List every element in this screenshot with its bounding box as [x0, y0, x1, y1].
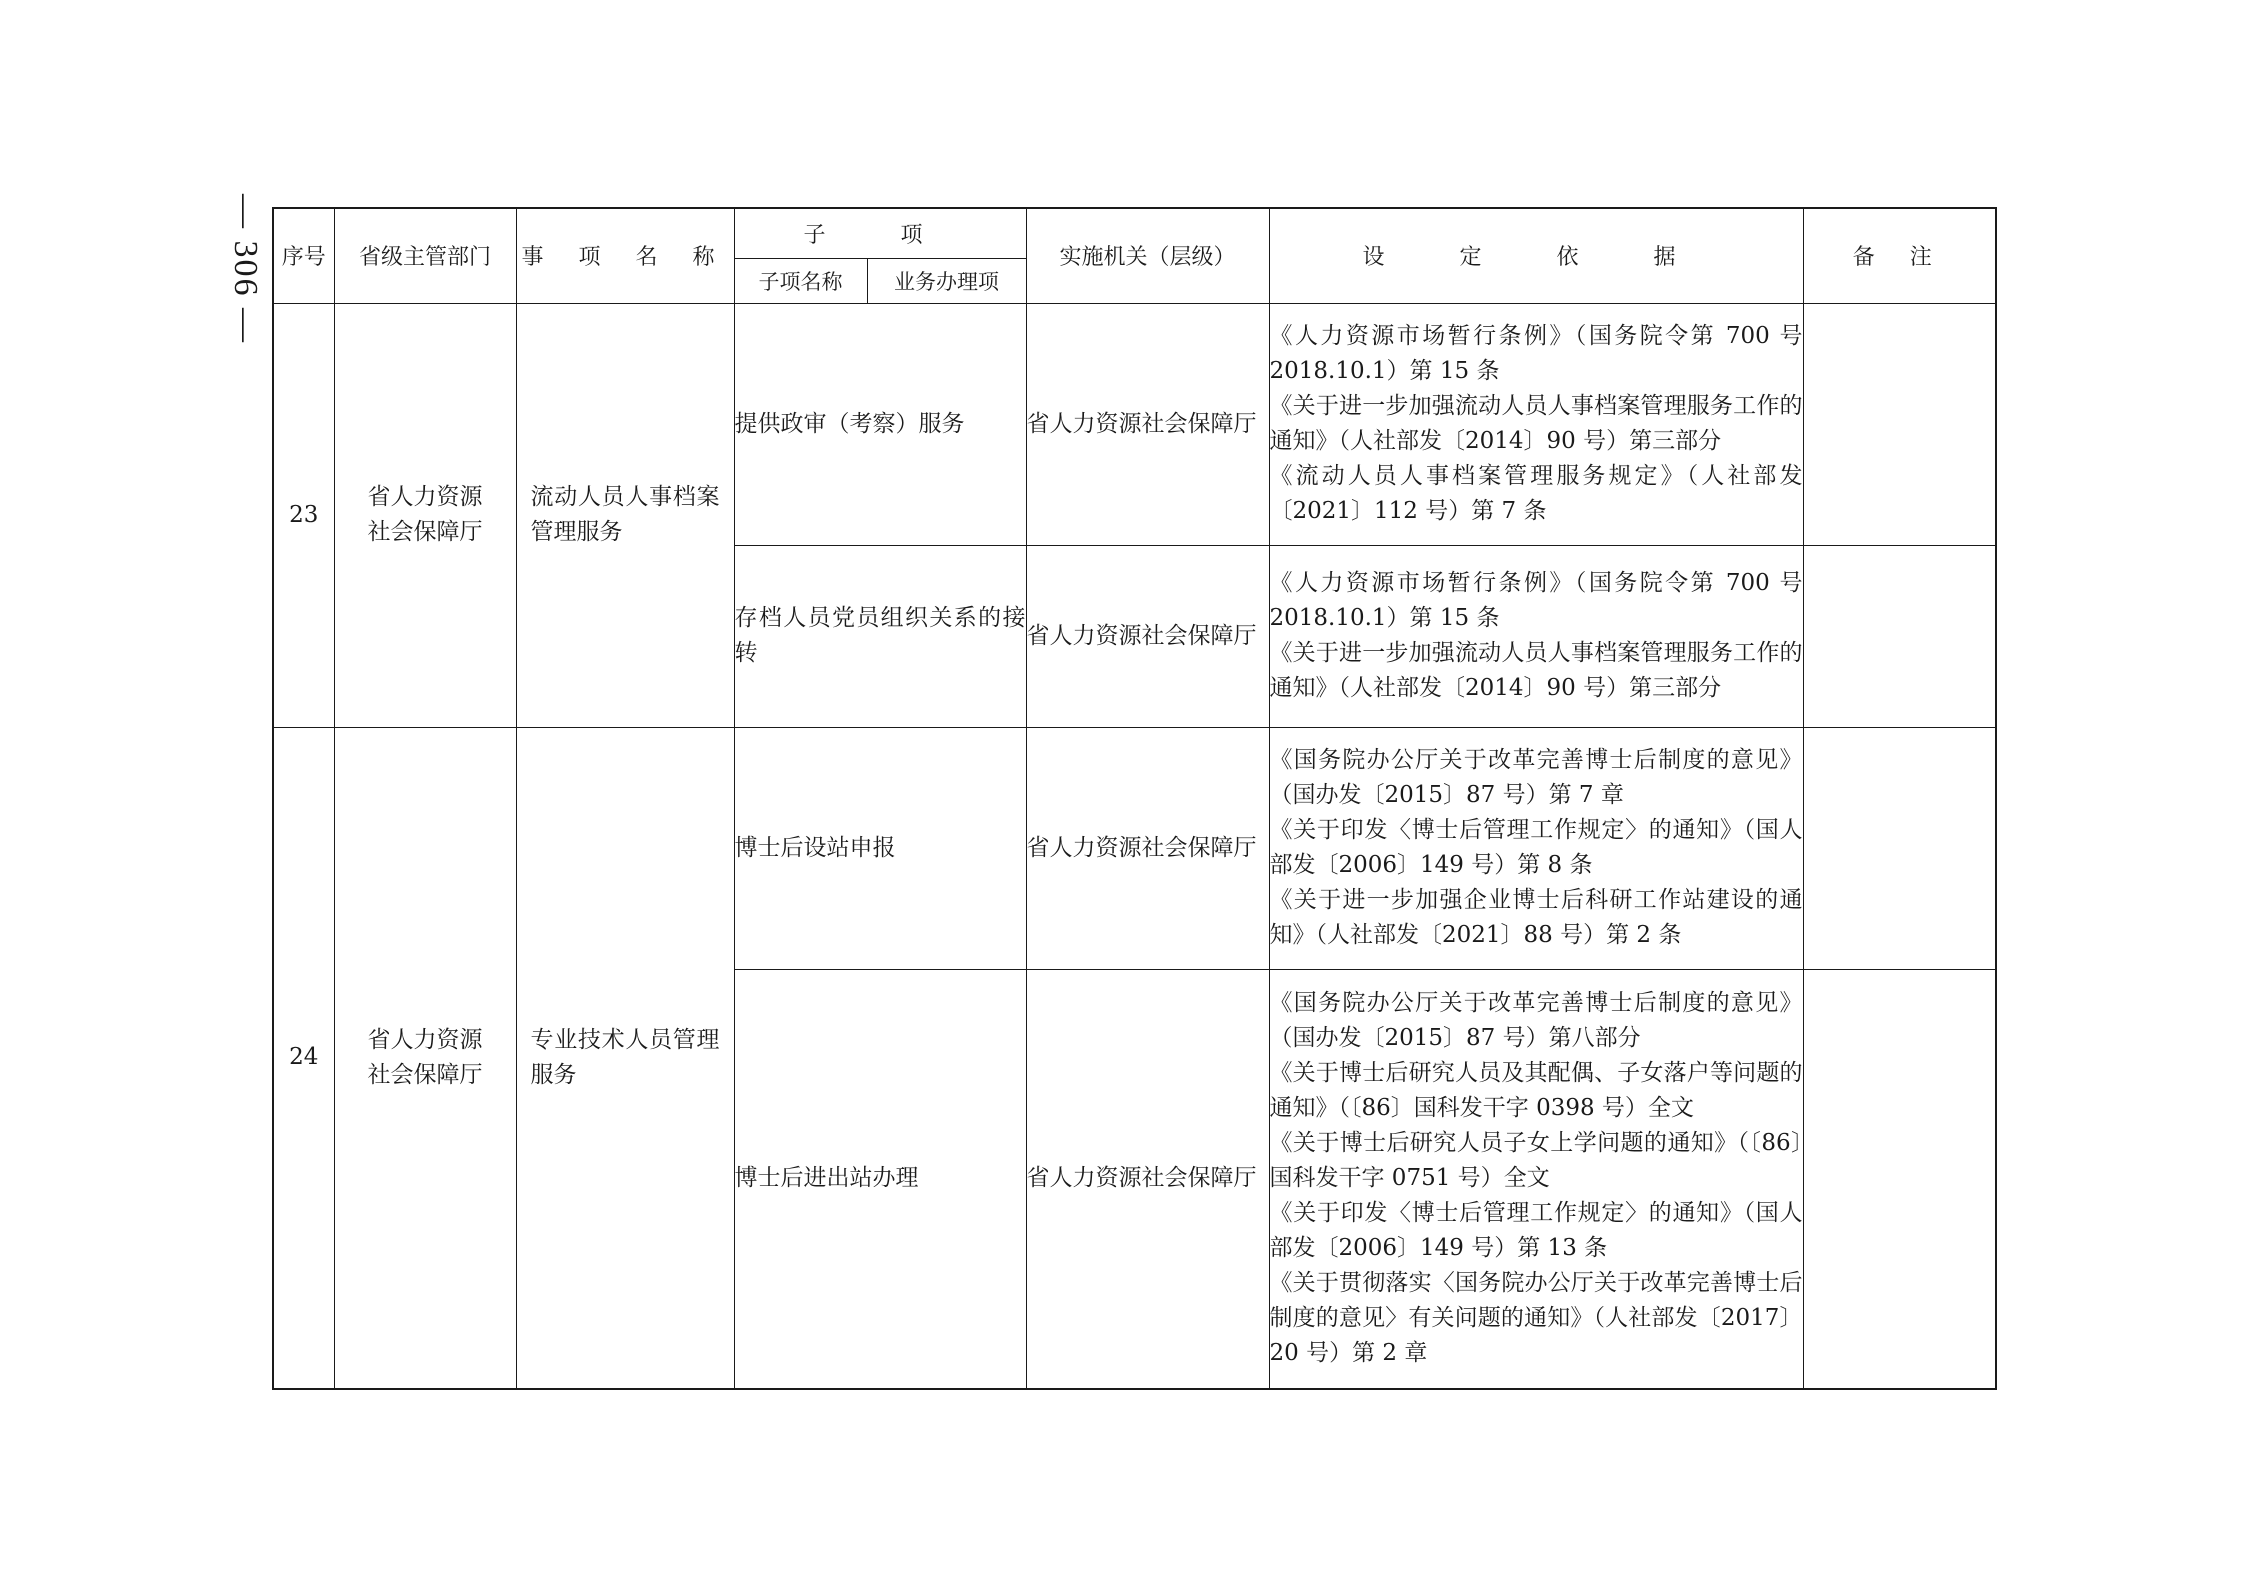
basis-line: 《关于进一步加强流动人员人事档案管理服务工作的通知》（人社部发〔2014〕90 号）第三部分	[1269, 640, 1803, 701]
basis-line: 《关于博士后研究人员及其配偶、子女落户等问题的通知》（〔86〕国科发干字 0398 号）全文	[1269, 1060, 1803, 1122]
item-name-cell: 流动人员人事档案管理服务	[516, 303, 734, 727]
seq-cell: 24	[273, 727, 334, 1389]
remarks-cell	[1803, 545, 1996, 727]
basis-line: 《人力资源市场暂行条例》（国务院令第 700 号 2018.10.1）第 15 条	[1269, 323, 1803, 384]
basis-line: 《人力资源市场暂行条例》（国务院令第 700 号 2018.10.1）第 15 条	[1269, 570, 1803, 631]
header-business-item: 业务办理项	[867, 258, 1026, 303]
basis-line: 《国务院办公厅关于改革完善博士后制度的意见》（国办发〔2015〕87 号）第 7 章	[1269, 747, 1803, 808]
header-dept: 省级主管部门	[334, 208, 516, 303]
agency-cell: 省人力资源社会保障厅	[1026, 303, 1269, 545]
table-row	[273, 727, 1996, 969]
remarks-cell	[1803, 727, 1996, 969]
service-items-table	[272, 207, 1997, 1390]
header-sub-item: 子 项	[734, 208, 1026, 258]
item-name-cell: 专业技术人员管理服务	[516, 727, 734, 1389]
agency-cell: 省人力资源社会保障厅	[1026, 727, 1269, 969]
basis-cell	[1269, 545, 1803, 727]
basis-cell	[1269, 303, 1803, 545]
header-basis: 设 定 依 据	[1269, 208, 1803, 303]
header-sub-item-name: 子项名称	[734, 258, 867, 303]
remarks-cell	[1803, 303, 1996, 545]
basis-cell	[1269, 727, 1803, 969]
sub-item-name-cell: 博士后进出站办理	[734, 969, 1026, 1389]
sub-item-name-cell: 存档人员党员组织关系的接转	[734, 545, 1026, 727]
basis-line: 《流动人员人事档案管理服务规定》（人社部发〔2021〕112 号）第 7 条	[1269, 463, 1803, 524]
header-item-name: 事 项 名 称	[516, 208, 734, 303]
agency-cell: 省人力资源社会保障厅	[1026, 545, 1269, 727]
table-row	[273, 303, 1996, 545]
dept-cell: 省人力资源社会保障厅	[334, 727, 516, 1389]
page-number: — 306 —	[227, 194, 264, 344]
basis-line: 《关于博士后研究人员子女上学问题的通知》（〔86〕国科发干字 0751 号）全文	[1269, 1130, 1803, 1192]
basis-line: 《关于进一步加强流动人员人事档案管理服务工作的通知》（人社部发〔2014〕90 号）第三部分	[1269, 393, 1803, 454]
basis-line: 《关于贯彻落实〈国务院办公厅关于改革完善博士后制度的意见〉有关问题的通知》（人社部发〔2017〕20 号）第 2 章	[1269, 1270, 1803, 1367]
header-agency: 实施机关（层级）	[1026, 208, 1269, 303]
sub-item-name-cell: 提供政审（考察）服务	[734, 303, 1026, 545]
basis-line: 《关于进一步加强企业博士后科研工作站建设的通知》（人社部发〔2021〕88 号）第 2 条	[1269, 887, 1803, 948]
agency-cell: 省人力资源社会保障厅	[1026, 969, 1269, 1389]
seq-cell: 23	[273, 303, 334, 727]
basis-line: 《国务院办公厅关于改革完善博士后制度的意见》（国办发〔2015〕87 号）第八部分	[1269, 990, 1803, 1052]
header-seq: 序号	[273, 208, 334, 303]
basis-line: 《关于印发〈博士后管理工作规定〉的通知》（国人部发〔2006〕149 号）第 8 条	[1269, 817, 1803, 878]
remarks-cell	[1803, 969, 1996, 1389]
dept-cell: 省人力资源社会保障厅	[334, 303, 516, 727]
basis-line: 《关于印发〈博士后管理工作规定〉的通知》（国人部发〔2006〕149 号）第 13 条	[1269, 1200, 1803, 1262]
sub-item-name-cell: 博士后设站申报	[734, 727, 1026, 969]
header-remarks: 备 注	[1803, 208, 1996, 303]
basis-cell	[1269, 969, 1803, 1389]
